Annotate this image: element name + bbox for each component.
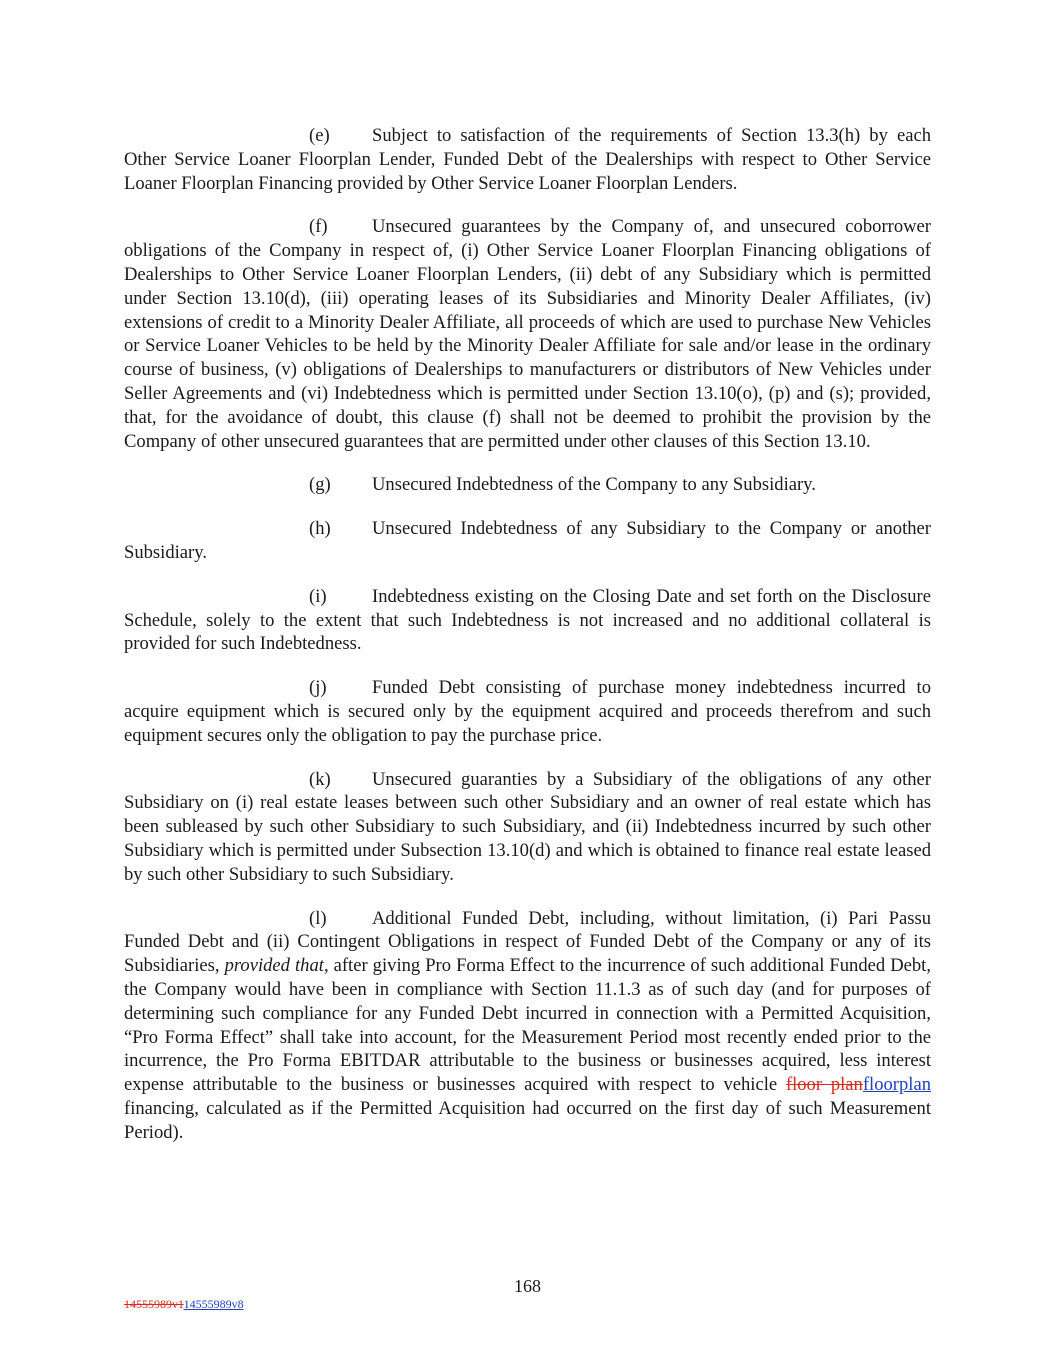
clause-text-l-part1: Additional Funded Debt, including, without limitation, (i) Pari Passu Funded Debt and (ii) Contingent Obligations in respect of Funded Debt of the Company or any of its Subsidiaries,: [124, 907, 931, 977]
paragraph-k: [124, 768, 931, 887]
clause-label-e: (e): [309, 125, 330, 146]
clause-text-l-italic: provided that: [224, 955, 324, 977]
clause-label-i: (i): [309, 585, 327, 607]
clause-text-l-part3: financing, calculated as if the Permitted Acquisition had occurred on the first day of such Measurement Period).: [124, 1097, 931, 1143]
document-body: [124, 124, 931, 1164]
clause-label-h: (h): [309, 518, 331, 540]
deleted-text: floor plan: [785, 1074, 863, 1096]
clause-label-k: (k): [309, 768, 331, 790]
clause-text-j: Funded Debt consisting of purchase money indebtedness incurred to acquire equipment which is secured only by the equipment acquired and proceeds therefrom and such equipment secures only the obligation to pay the purchase price.: [124, 677, 931, 746]
clause-text-i: Indebtedness existing on the Closing Date and set forth on the Disclosure Schedule, solely to the extent that such Indebtedness is not increased and no additional collateral is provided for such Indebtedness.: [124, 585, 931, 655]
paragraph-g: [124, 473, 931, 497]
clause-text-g: Unsecured Indebtedness of the Company to any Subsidiary.: [372, 474, 816, 496]
paragraph-i: [124, 585, 931, 656]
clause-text-h: Unsecured Indebtedness of any Subsidiary to the Company or another Subsidiary.: [124, 518, 931, 563]
paragraph-f: [124, 215, 931, 453]
clause-label-g: (g): [309, 474, 331, 496]
clause-label-f: (f): [309, 216, 328, 238]
clause-text-k: Unsecured guaranties by a Subsidiary of the obligations of any other Subsidiary on (i) real estate leases between such other Subsidiary and an owner of real estate which has been subleased by such other Subsidiary to such Subsidiary, and (ii) Indebtedness incurred by such other Subsidiary which is permitted under Subsection 13.10(d) and which is obtained to finance real estate leased by such other Subsidiary to such Subsidiary.: [124, 768, 931, 885]
paragraph-l: [124, 907, 931, 1145]
document-id-inserted: 14555989v8: [183, 1297, 244, 1311]
clause-label-l: (l): [309, 907, 327, 929]
clause-label-j: (j): [309, 677, 327, 699]
clause-text-f: Unsecured guarantees by the Company of, and unsecured coborrower obligations of the Company in respect of, (i) Other Service Loaner Floorplan Financing obligations of Dealerships to Other Service Loaner Floorplan Lenders, (ii) debt of any Subsidiary which is permitted under Section 13.10(d), (iii) operating leases of its Subsidiaries and Minority Dealer Affiliates, (iv) extensions of credit to a Minority Dealer Affiliate, all proceeds of which are used to purchase New Vehicles or Service Loaner Vehicles to be held by the Minority Dealer Affiliate for sale and/or lease in the ordinary course of business, (v) obligations of Dealerships to manufacturers or distributors of New Vehicles under Seller Agreements and (vi) Indebtedness which is permitted under Section 13.10(o), (p) and (s); provided, that, for the avoidance of doubt, this clause (f) shall not be deemed to prohibit the provision by the Company of other unsecured guarantees that are permitted under other clauses of this Section 13.10.: [124, 216, 931, 452]
inserted-text: floorplan: [862, 1074, 931, 1096]
paragraph-j: [124, 676, 931, 747]
document-id-deleted: 14555989v1: [124, 1297, 184, 1311]
clause-text-e: Subject to satisfaction of the requirements of Section 13.3(h) by each Other Service Loaner Floorplan Lender, Funded Debt of the Dealerships with respect to Other Service Loaner Floorplan Financing provided by Other Service Loaner Floorplan Lenders.: [124, 125, 931, 194]
clause-text-l-part2: , after giving Pro Forma Effect to the incurrence of such additional Funded Debt, the Company would have been in compliance with Section 11.1.3 as of such day (and for purposes of determining such compliance for any Funded Debt incurred in connection with a Permitted Acquisition, “Pro Forma Effect” shall take into account, for the Measurement Period most recently ended prior to the incurrence, the Pro Forma EBITDAR attributable to the business or businesses acquired, less interest expense attributable to the business or businesses acquired with respect to vehicle: [124, 955, 931, 1096]
page-number: 168: [514, 1276, 541, 1296]
paragraph-e: [124, 124, 931, 195]
paragraph-h: [124, 517, 931, 565]
document-id: [124, 1297, 244, 1312]
